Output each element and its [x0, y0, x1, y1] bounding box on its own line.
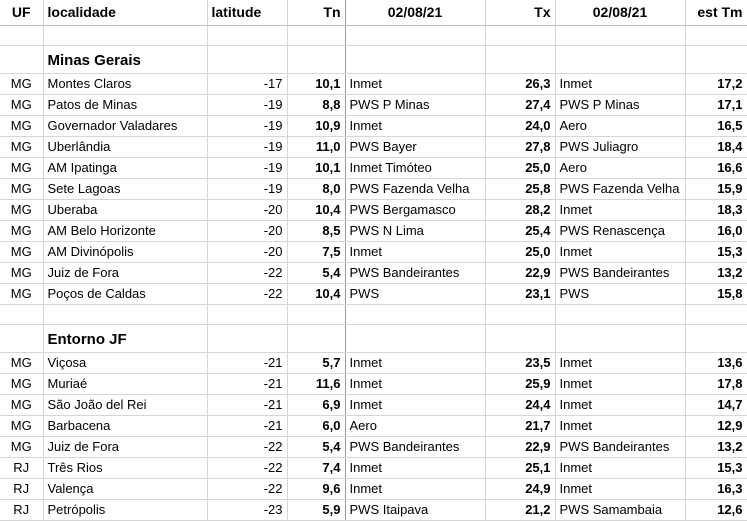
header-est-tm[interactable]: est Tm [685, 0, 747, 25]
cell-localidade[interactable]: AM Belo Horizonte [43, 220, 207, 241]
cell-tx-source[interactable]: Inmet [555, 373, 685, 394]
cell-tx-source[interactable]: PWS P Minas [555, 94, 685, 115]
cell-est-tm[interactable]: 15,9 [685, 178, 747, 199]
cell-est-tm[interactable]: 15,3 [685, 241, 747, 262]
cell-localidade[interactable]: Governador Valadares [43, 115, 207, 136]
cell-tn[interactable]: 10,9 [287, 115, 345, 136]
cell-tx[interactable]: 24,4 [485, 394, 555, 415]
cell-uf[interactable]: MG [0, 241, 43, 262]
empty-cell[interactable] [0, 45, 43, 73]
empty-cell[interactable] [345, 45, 485, 73]
cell-tx[interactable]: 24,0 [485, 115, 555, 136]
cell-tx[interactable]: 23,1 [485, 283, 555, 304]
cell-est-tm[interactable]: 12,9 [685, 415, 747, 436]
cell-latitude[interactable]: -20 [207, 241, 287, 262]
cell-tx[interactable]: 28,2 [485, 199, 555, 220]
table-row [0, 394, 747, 415]
empty-cell[interactable] [555, 45, 685, 73]
table-row [0, 457, 747, 478]
cell-uf[interactable]: RJ [0, 457, 43, 478]
cell-est-tm[interactable]: 17,8 [685, 373, 747, 394]
cell-tx[interactable]: 27,8 [485, 136, 555, 157]
cell-tn-source[interactable]: Inmet [345, 394, 485, 415]
cell-tx-source[interactable]: Inmet [555, 394, 685, 415]
cell-tx-source[interactable]: Inmet [555, 478, 685, 499]
cell-tn[interactable]: 7,5 [287, 241, 345, 262]
cell-tx[interactable]: 23,5 [485, 352, 555, 373]
empty-cell[interactable] [555, 304, 685, 324]
cell-localidade[interactable]: São João del Rei [43, 394, 207, 415]
cell-est-tm[interactable]: 13,2 [685, 262, 747, 283]
cell-tn-source[interactable]: Inmet [345, 115, 485, 136]
empty-cell[interactable] [207, 45, 287, 73]
cell-latitude[interactable]: -22 [207, 478, 287, 499]
cell-tn-source[interactable]: PWS Fazenda Velha [345, 178, 485, 199]
cell-tx-source[interactable]: PWS Renascença [555, 220, 685, 241]
cell-uf[interactable]: MG [0, 178, 43, 199]
cell-tn-source[interactable]: PWS Bandeirantes [345, 436, 485, 457]
empty-cell[interactable] [207, 304, 287, 324]
empty-cell[interactable] [287, 304, 345, 324]
cell-tx[interactable]: 25,0 [485, 241, 555, 262]
cell-tn-source[interactable]: PWS N Lima [345, 220, 485, 241]
cell-tn[interactable]: 8,0 [287, 178, 345, 199]
cell-tn[interactable]: 6,0 [287, 415, 345, 436]
cell-uf[interactable]: RJ [0, 499, 43, 520]
cell-est-tm[interactable]: 13,2 [685, 436, 747, 457]
cell-tn[interactable]: 5,4 [287, 436, 345, 457]
cell-tx[interactable]: 21,2 [485, 499, 555, 520]
cell-tx-source[interactable]: Aero [555, 157, 685, 178]
table-row [0, 241, 747, 262]
cell-uf[interactable]: MG [0, 94, 43, 115]
empty-cell[interactable] [485, 25, 555, 45]
cell-localidade[interactable]: Sete Lagoas [43, 178, 207, 199]
cell-tx-source[interactable]: PWS [555, 283, 685, 304]
empty-cell[interactable] [345, 324, 485, 352]
cell-tx-source[interactable]: PWS Bandeirantes [555, 436, 685, 457]
cell-latitude[interactable]: -20 [207, 199, 287, 220]
cell-latitude[interactable]: -22 [207, 436, 287, 457]
cell-est-tm[interactable]: 18,4 [685, 136, 747, 157]
cell-tn-source[interactable]: Inmet [345, 241, 485, 262]
cell-uf[interactable]: MG [0, 115, 43, 136]
empty-cell[interactable] [287, 25, 345, 45]
cell-latitude[interactable]: -21 [207, 373, 287, 394]
section-title[interactable]: Entorno JF [43, 324, 207, 352]
cell-est-tm[interactable]: 15,3 [685, 457, 747, 478]
cell-tn-source[interactable]: Inmet [345, 478, 485, 499]
table-row [0, 136, 747, 157]
cell-latitude[interactable]: -21 [207, 394, 287, 415]
cell-localidade[interactable]: Uberlândia [43, 136, 207, 157]
cell-tx-source[interactable]: Inmet [555, 73, 685, 94]
cell-tx-source[interactable]: Aero [555, 115, 685, 136]
cell-tn[interactable]: 10,4 [287, 199, 345, 220]
cell-tx[interactable]: 22,9 [485, 262, 555, 283]
spacer-row [0, 304, 747, 324]
table-row [0, 220, 747, 241]
cell-uf[interactable]: MG [0, 73, 43, 94]
empty-cell[interactable] [207, 25, 287, 45]
cell-latitude[interactable]: -22 [207, 262, 287, 283]
cell-localidade[interactable]: Poços de Caldas [43, 283, 207, 304]
empty-cell[interactable] [685, 25, 747, 45]
cell-latitude[interactable]: -21 [207, 352, 287, 373]
cell-localidade[interactable]: AM Divinópolis [43, 241, 207, 262]
cell-tx-source[interactable]: PWS Fazenda Velha [555, 178, 685, 199]
empty-cell[interactable] [485, 304, 555, 324]
cell-latitude[interactable]: -20 [207, 220, 287, 241]
cell-tn[interactable]: 9,6 [287, 478, 345, 499]
header-tx[interactable]: Tx [485, 0, 555, 25]
cell-uf[interactable]: MG [0, 199, 43, 220]
cell-tx-source[interactable]: PWS Bandeirantes [555, 262, 685, 283]
cell-tx[interactable]: 26,3 [485, 73, 555, 94]
table-row [0, 178, 747, 199]
cell-latitude[interactable]: -23 [207, 499, 287, 520]
cell-tn-source[interactable]: Aero [345, 415, 485, 436]
cell-est-tm[interactable]: 12,6 [685, 499, 747, 520]
section-header-row [0, 45, 747, 73]
cell-tx[interactable]: 22,9 [485, 436, 555, 457]
cell-est-tm[interactable]: 16,0 [685, 220, 747, 241]
cell-tn-source[interactable]: Inmet Timóteo [345, 157, 485, 178]
empty-cell[interactable] [555, 25, 685, 45]
cell-localidade[interactable]: Valença [43, 478, 207, 499]
cell-latitude[interactable]: -19 [207, 115, 287, 136]
table-row [0, 73, 747, 94]
cell-tn-source[interactable]: PWS P Minas [345, 94, 485, 115]
cell-latitude[interactable]: -22 [207, 283, 287, 304]
cell-tx[interactable]: 27,4 [485, 94, 555, 115]
cell-tx[interactable]: 25,1 [485, 457, 555, 478]
cell-tn[interactable]: 7,4 [287, 457, 345, 478]
cell-est-tm[interactable]: 16,6 [685, 157, 747, 178]
cell-tx-source[interactable]: PWS Juliagro [555, 136, 685, 157]
empty-cell[interactable] [207, 324, 287, 352]
cell-est-tm[interactable]: 14,7 [685, 394, 747, 415]
cell-uf[interactable]: RJ [0, 478, 43, 499]
cell-localidade[interactable]: Petrópolis [43, 499, 207, 520]
cell-latitude[interactable]: -21 [207, 415, 287, 436]
cell-latitude[interactable]: -22 [207, 457, 287, 478]
cell-est-tm[interactable]: 17,1 [685, 94, 747, 115]
cell-est-tm[interactable]: 16,3 [685, 478, 747, 499]
cell-tx-source[interactable]: Inmet [555, 199, 685, 220]
table-row [0, 373, 747, 394]
cell-tx[interactable]: 24,9 [485, 478, 555, 499]
table-row [0, 436, 747, 457]
cell-tx[interactable]: 21,7 [485, 415, 555, 436]
cell-tx[interactable]: 25,9 [485, 373, 555, 394]
cell-localidade[interactable]: Juiz de Fora [43, 436, 207, 457]
table-row [0, 262, 747, 283]
cell-est-tm[interactable]: 17,2 [685, 73, 747, 94]
cell-uf[interactable]: MG [0, 283, 43, 304]
cell-tx-source[interactable]: Inmet [555, 415, 685, 436]
table-row [0, 157, 747, 178]
cell-localidade[interactable]: Viçosa [43, 352, 207, 373]
cell-tn[interactable]: 5,7 [287, 352, 345, 373]
empty-cell[interactable] [485, 324, 555, 352]
cell-uf[interactable]: MG [0, 415, 43, 436]
table-row [0, 478, 747, 499]
header-latitude[interactable]: latitude [207, 0, 287, 25]
table-row [0, 415, 747, 436]
empty-cell[interactable] [43, 25, 207, 45]
empty-cell[interactable] [0, 324, 43, 352]
header-uf[interactable]: UF [0, 0, 43, 25]
cell-localidade[interactable]: Três Rios [43, 457, 207, 478]
empty-cell[interactable] [685, 45, 747, 73]
cell-localidade[interactable]: Barbacena [43, 415, 207, 436]
cell-uf[interactable]: MG [0, 136, 43, 157]
cell-tn-source[interactable]: PWS Itaipava [345, 499, 485, 520]
cell-tx-source[interactable]: PWS Samambaia [555, 499, 685, 520]
cell-tn-source[interactable]: PWS Bergamasco [345, 199, 485, 220]
cell-latitude[interactable]: -19 [207, 157, 287, 178]
cell-est-tm[interactable]: 16,5 [685, 115, 747, 136]
cell-tn[interactable]: 5,4 [287, 262, 345, 283]
cell-uf[interactable]: MG [0, 373, 43, 394]
cell-tn[interactable]: 11,0 [287, 136, 345, 157]
cell-tn[interactable]: 11,6 [287, 373, 345, 394]
empty-cell[interactable] [43, 304, 207, 324]
table-row [0, 115, 747, 136]
cell-tn-source[interactable]: Inmet [345, 457, 485, 478]
cell-tn-source[interactable]: Inmet [345, 352, 485, 373]
cell-localidade[interactable]: Muriaé [43, 373, 207, 394]
table-row [0, 283, 747, 304]
cell-est-tm[interactable]: 13,6 [685, 352, 747, 373]
cell-tx[interactable]: 25,4 [485, 220, 555, 241]
cell-localidade[interactable]: Uberaba [43, 199, 207, 220]
cell-tx-source[interactable]: Inmet [555, 241, 685, 262]
table-row [0, 94, 747, 115]
empty-cell[interactable] [0, 304, 43, 324]
cell-uf[interactable]: MG [0, 157, 43, 178]
cell-tn[interactable]: 10,1 [287, 73, 345, 94]
table-row [0, 352, 747, 373]
cell-localidade[interactable]: Montes Claros [43, 73, 207, 94]
cell-tx-source[interactable]: Inmet [555, 457, 685, 478]
cell-est-tm[interactable]: 18,3 [685, 199, 747, 220]
cell-latitude[interactable]: -19 [207, 178, 287, 199]
section-title[interactable]: Minas Gerais [43, 45, 207, 73]
cell-latitude[interactable]: -19 [207, 136, 287, 157]
cell-tx-source[interactable]: Inmet [555, 352, 685, 373]
header-tn[interactable]: Tn [287, 0, 345, 25]
cell-tn[interactable]: 5,9 [287, 499, 345, 520]
cell-tn[interactable]: 10,4 [287, 283, 345, 304]
cell-latitude[interactable]: -19 [207, 94, 287, 115]
cell-tn-source[interactable]: Inmet [345, 373, 485, 394]
cell-localidade[interactable]: Juiz de Fora [43, 262, 207, 283]
header-localidade[interactable]: localidade [43, 0, 207, 25]
table-row [0, 199, 747, 220]
cell-tn-source[interactable]: PWS [345, 283, 485, 304]
cell-localidade[interactable]: AM Ipatinga [43, 157, 207, 178]
cell-tn[interactable]: 6,9 [287, 394, 345, 415]
empty-cell[interactable] [287, 324, 345, 352]
cell-tn-source[interactable]: Inmet [345, 73, 485, 94]
empty-cell[interactable] [485, 45, 555, 73]
section-header-row [0, 324, 747, 352]
empty-cell[interactable] [345, 304, 485, 324]
header-row [0, 0, 747, 25]
cell-localidade[interactable]: Patos de Minas [43, 94, 207, 115]
spacer-row [0, 25, 747, 45]
empty-cell[interactable] [0, 25, 43, 45]
header-date-tn[interactable]: 02/08/21 [345, 0, 485, 25]
cell-uf[interactable]: MG [0, 352, 43, 373]
cell-tx[interactable]: 25,0 [485, 157, 555, 178]
empty-cell[interactable] [555, 324, 685, 352]
header-date-tx[interactable]: 02/08/21 [555, 0, 685, 25]
cell-uf[interactable]: MG [0, 262, 43, 283]
cell-uf[interactable]: MG [0, 220, 43, 241]
empty-cell[interactable] [685, 324, 747, 352]
empty-cell[interactable] [685, 304, 747, 324]
cell-uf[interactable]: MG [0, 436, 43, 457]
cell-uf[interactable]: MG [0, 394, 43, 415]
empty-cell[interactable] [345, 25, 485, 45]
cell-tn[interactable]: 8,5 [287, 220, 345, 241]
cell-tn-source[interactable]: PWS Bandeirantes [345, 262, 485, 283]
cell-est-tm[interactable]: 15,8 [685, 283, 747, 304]
empty-cell[interactable] [287, 45, 345, 73]
cell-latitude[interactable]: -17 [207, 73, 287, 94]
cell-tn[interactable]: 10,1 [287, 157, 345, 178]
cell-tn-source[interactable]: PWS Bayer [345, 136, 485, 157]
cell-tn[interactable]: 8,8 [287, 94, 345, 115]
cell-tx[interactable]: 25,8 [485, 178, 555, 199]
